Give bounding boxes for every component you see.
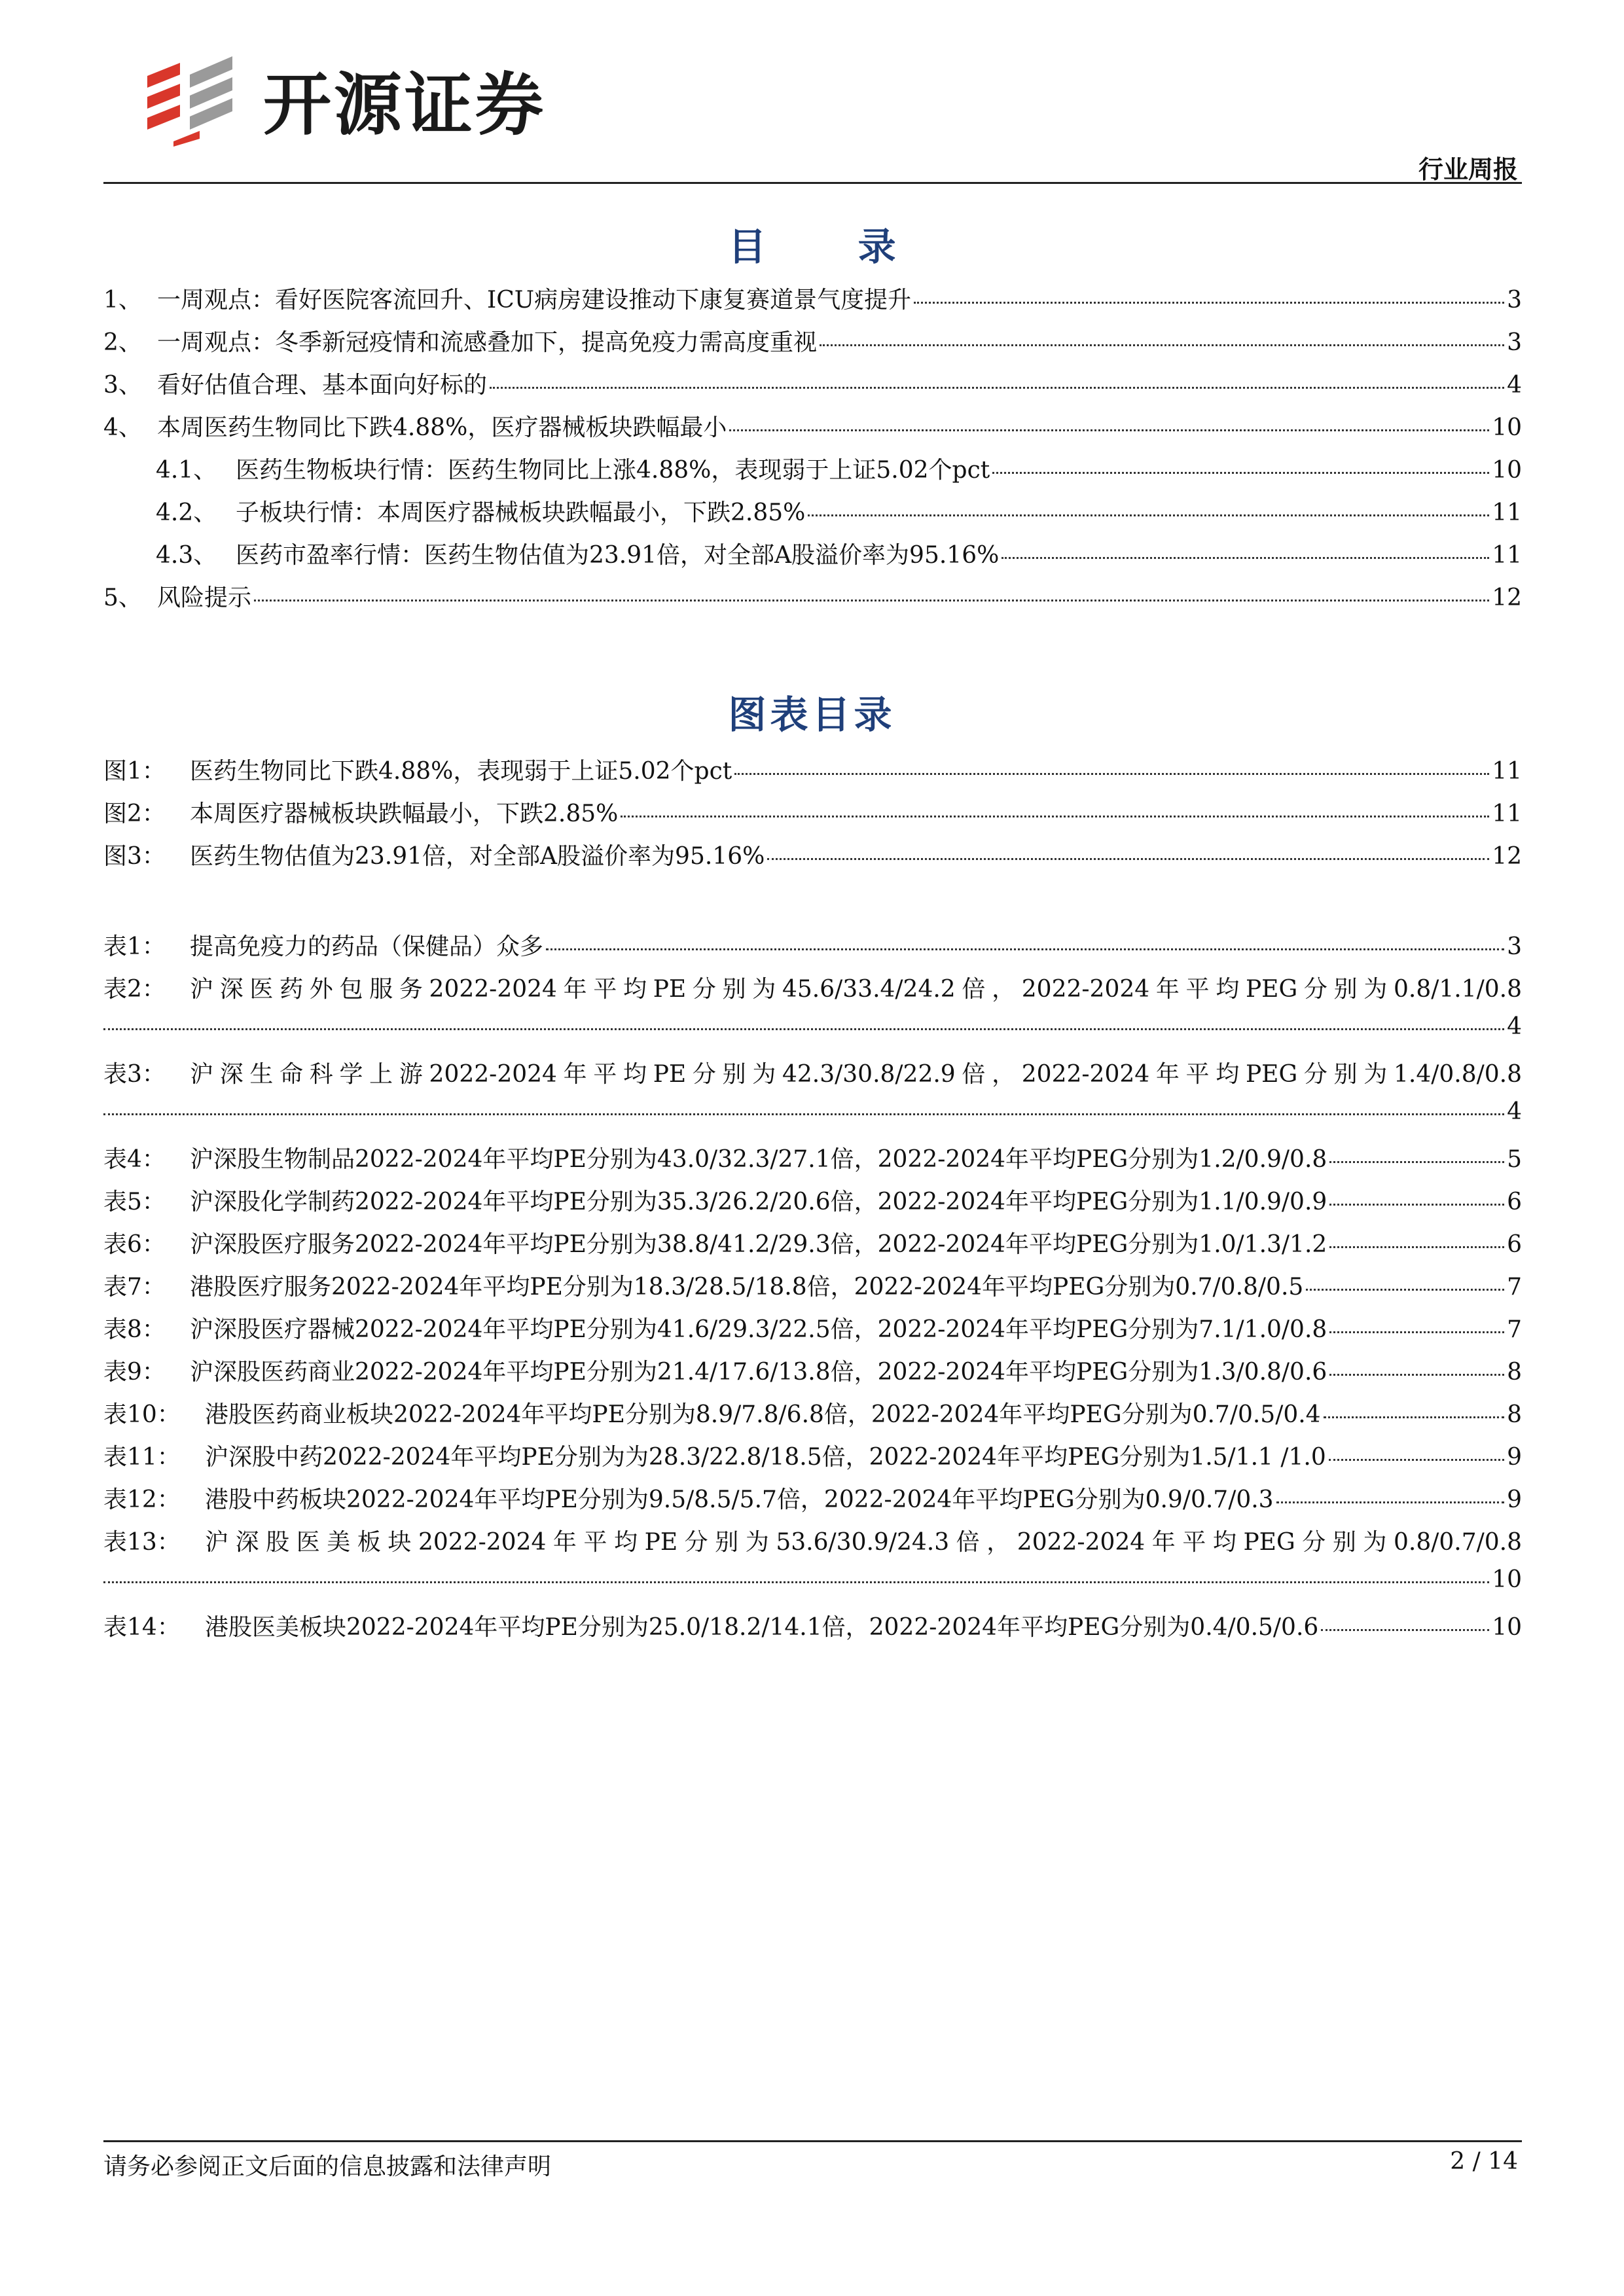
leader-dots	[1276, 1501, 1505, 1503]
figure-item-1[interactable]	[103, 753, 1522, 795]
table-item-text: 沪深股医美板块2022-2024年平均PE分别为53.6/30.9/24.3倍，2022-2024年平均PEG分别为0.8/0.7/0.8	[205, 1529, 1522, 1556]
table-item-number: 表5：	[103, 1189, 166, 1215]
table-item-6[interactable]	[103, 1226, 1522, 1268]
table-item-number: 表3：	[103, 1061, 166, 1088]
leader-dots	[729, 429, 1489, 431]
toc-item-number: 4.3、	[156, 542, 217, 569]
table-item-text: 沪深股化学制药2022-2024年平均PE分别为35.3/26.2/20.6倍，2022-2024年平均PEG分别为1.1/0.9/0.9	[190, 1189, 1327, 1215]
figure-item-text: 医药生物同比下跌4.88%，表现弱于上证5.02个pct	[190, 758, 732, 785]
table-item-text: 港股医美板块2022-2024年平均PE分别为25.0/18.2/14.1倍，2022-2024年平均PEG分别为0.4/0.5/0.6	[205, 1614, 1319, 1641]
leader-dots	[1001, 556, 1489, 559]
toc-item-number: 1、	[103, 287, 142, 314]
toc-item-2[interactable]	[103, 324, 1522, 367]
toc-item-page: 3	[1507, 287, 1522, 314]
table-item-number: 表4：	[103, 1146, 166, 1173]
toc-item-page: 3	[1507, 329, 1522, 356]
table-item-text: 沪深股医疗器械2022-2024年平均PE分别为41.6/29.3/22.5倍，2022-2024年平均PEG分别为7.1/1.0/0.8	[190, 1316, 1327, 1343]
toc-item-text: 看好估值合理、基本面向好标的	[157, 372, 488, 399]
table-item-text: 提高免疫力的药品（保健品）众多	[190, 933, 544, 960]
table-item-1[interactable]	[103, 928, 1522, 971]
table-item-number: 表7：	[103, 1274, 166, 1300]
table-item-text: 沪深医药外包服务2022-2024年平均PE分别为45.6/33.4/24.2倍，2022-2024年平均PEG分别为0.8/1.1/0.8	[190, 976, 1522, 1003]
table-item-page: 9	[1507, 1444, 1522, 1471]
toc-item-text: 医药市盈率行情：医药生物估值为23.91倍，对全部A股溢价率为95.16%	[236, 542, 1000, 569]
table-item-12[interactable]	[103, 1481, 1522, 1524]
toc-item-page: 10	[1492, 414, 1522, 441]
table-item-8[interactable]	[103, 1311, 1522, 1354]
leader-dots	[767, 857, 1489, 860]
figure-list	[103, 753, 1522, 880]
figure-item-page: 12	[1492, 843, 1522, 870]
table-item-page: 5	[1507, 1146, 1522, 1173]
toc-item-page: 12	[1492, 584, 1522, 611]
table-item-text: 沪深股生物制品2022-2024年平均PE分别为43.0/32.3/27.1倍，2022-2024年平均PEG分别为1.2/0.9/0.8	[190, 1146, 1327, 1173]
toc-item-number: 2、	[103, 329, 142, 356]
table-item-number: 表14：	[103, 1614, 181, 1641]
table-item-page: 7	[1507, 1316, 1522, 1343]
leader-dots	[103, 1581, 1489, 1583]
table-item-page: 9	[1507, 1486, 1522, 1513]
footer-disclaimer: 请务必参阅正文后面的信息披露和法律声明	[103, 2153, 552, 2180]
leader-dots	[1329, 1458, 1504, 1461]
table-item-7[interactable]	[103, 1268, 1522, 1311]
brand-name: 开源证券	[263, 65, 547, 145]
table-item-3[interactable]	[103, 1056, 1522, 1141]
leader-dots	[820, 344, 1504, 346]
figure-item-page: 11	[1492, 758, 1522, 785]
table-item-page: 8	[1507, 1401, 1522, 1428]
table-item-10[interactable]	[103, 1396, 1522, 1439]
figure-item-3[interactable]	[103, 838, 1522, 880]
toc-item-page: 10	[1492, 457, 1522, 484]
figure-item-number: 图3：	[103, 843, 166, 870]
toc-item-5[interactable]	[103, 579, 1522, 622]
leader-dots	[1329, 1246, 1504, 1248]
figure-item-text: 医药生物估值为23.91倍，对全部A股溢价率为95.16%	[190, 843, 765, 870]
leader-dots	[490, 386, 1504, 389]
brand-logo	[134, 50, 546, 148]
table-item-page: 4	[1507, 1098, 1522, 1125]
table-item-text: 沪深股医疗服务2022-2024年平均PE分别为38.8/41.2/29.3倍，2022-2024年平均PEG分别为1.0/1.3/1.2	[190, 1231, 1327, 1258]
table-item-number: 表8：	[103, 1316, 166, 1343]
table-item-page: 10	[1492, 1566, 1522, 1593]
table-item-page: 7	[1507, 1274, 1522, 1300]
toc-item-text: 子板块行情：本周医疗器械板块跌幅最小，下跌2.85%	[236, 499, 806, 526]
toc-item-page: 11	[1492, 542, 1522, 569]
table-item-9[interactable]	[103, 1354, 1522, 1396]
table-item-11[interactable]	[103, 1439, 1522, 1481]
toc-item-number: 4.1、	[156, 457, 217, 484]
leader-dots	[1321, 1628, 1489, 1631]
leader-dots	[1329, 1373, 1504, 1376]
toc-item-text: 风险提示	[157, 584, 252, 611]
toc-item-1[interactable]	[103, 281, 1522, 324]
brand-mark-icon	[134, 50, 249, 148]
toc-item-text: 一周观点：冬季新冠疫情和流感叠加下，提高免疫力需高度重视	[157, 329, 818, 356]
toc-item-page: 4	[1507, 372, 1522, 399]
toc-item-4-3[interactable]	[103, 537, 1522, 579]
table-item-page: 3	[1507, 933, 1522, 960]
toc-item-4-2[interactable]	[103, 494, 1522, 537]
toc-item-page: 11	[1492, 499, 1522, 526]
figure-item-page: 11	[1492, 800, 1522, 827]
table-item-page: 8	[1507, 1359, 1522, 1386]
page-indicator: 2 / 14	[1450, 2148, 1518, 2175]
toc-item-number: 3、	[103, 372, 142, 399]
leader-dots	[103, 1113, 1504, 1115]
figure-item-text: 本周医疗器械板块跌幅最小，下跌2.85%	[190, 800, 619, 827]
leader-dots	[1324, 1416, 1505, 1418]
table-item-text: 港股中药板块2022-2024年平均PE分别为9.5/8.5/5.7倍，2022-2024年平均PEG分别为0.9/0.7/0.3	[205, 1486, 1274, 1513]
table-item-text: 沪深生命科学上游2022-2024年平均PE分别为42.3/30.8/22.9倍，2022-2024年平均PEG分别为1.4/0.8/0.8	[190, 1061, 1522, 1088]
table-item-13[interactable]	[103, 1524, 1522, 1609]
table-item-number: 表6：	[103, 1231, 166, 1258]
toc-item-3[interactable]	[103, 367, 1522, 409]
leader-dots	[1329, 1160, 1504, 1163]
figures-title: 图表目录	[728, 692, 896, 737]
toc-list	[103, 281, 1522, 622]
table-item-number: 表2：	[103, 976, 166, 1003]
leader-dots	[254, 599, 1489, 601]
figure-item-2[interactable]	[103, 795, 1522, 838]
table-item-page: 6	[1507, 1231, 1522, 1258]
table-item-4[interactable]	[103, 1141, 1522, 1183]
leader-dots	[103, 1028, 1504, 1030]
leader-dots	[621, 815, 1489, 817]
report-type-label: 行业周报	[1418, 155, 1518, 184]
table-item-2[interactable]	[103, 971, 1522, 1056]
toc-item-text: 本周医药生物同比下跌4.88%，医疗器械板块跌幅最小	[157, 414, 727, 441]
table-item-text: 沪深股中药2022-2024年平均PE分别为为28.3/22.8/18.5倍，2022-2024年平均PEG分别为1.5/1.1 /1.0	[205, 1444, 1326, 1471]
leader-dots	[546, 948, 1504, 950]
toc-item-text: 医药生物板块行情：医药生物同比上涨4.88%，表现弱于上证5.02个pct	[236, 457, 990, 484]
table-item-number: 表12：	[103, 1486, 181, 1513]
table-item-page: 10	[1492, 1614, 1522, 1641]
table-item-page: 6	[1507, 1189, 1522, 1215]
footer-divider	[103, 2140, 1522, 2142]
figure-item-number: 图1：	[103, 758, 166, 785]
toc-item-4[interactable]	[103, 409, 1522, 452]
toc-item-number: 4.2、	[156, 499, 217, 526]
leader-dots	[914, 301, 1504, 304]
leader-dots	[1329, 1203, 1504, 1206]
leader-dots	[808, 514, 1489, 516]
table-item-text: 沪深股医药商业2022-2024年平均PE分别为21.4/17.6/13.8倍，2022-2024年平均PEG分别为1.3/0.8/0.6	[190, 1359, 1327, 1386]
toc-item-4-1[interactable]	[103, 452, 1522, 494]
toc-item-number: 4、	[103, 414, 142, 441]
table-item-number: 表1：	[103, 933, 166, 960]
table-item-text: 港股医疗服务2022-2024年平均PE分别为18.3/28.5/18.8倍，2022-2024年平均PEG分别为0.7/0.8/0.5	[190, 1274, 1304, 1300]
table-item-number: 表10：	[103, 1401, 181, 1428]
header-divider	[103, 182, 1522, 184]
leader-dots	[734, 772, 1489, 775]
leader-dots	[992, 471, 1489, 474]
leader-dots	[1306, 1288, 1504, 1291]
table-item-14[interactable]	[103, 1609, 1522, 1651]
table-list	[103, 928, 1522, 1651]
table-item-page: 4	[1507, 1013, 1522, 1040]
leader-dots	[1329, 1331, 1504, 1333]
figure-item-number: 图2：	[103, 800, 166, 827]
table-item-number: 表9：	[103, 1359, 166, 1386]
table-item-number: 表13：	[103, 1529, 181, 1556]
toc-item-number: 5、	[103, 584, 142, 611]
toc-item-text: 一周观点：看好医院客流回升、ICU病房建设推动下康复赛道景气度提升	[157, 287, 912, 314]
toc-title: 目 录	[728, 224, 935, 269]
table-item-number: 表11：	[103, 1444, 181, 1471]
table-item-5[interactable]	[103, 1183, 1522, 1226]
table-item-text: 港股医药商业板块2022-2024年平均PE分别为8.9/7.8/6.8倍，2022-2024年平均PEG分别为0.7/0.5/0.4	[205, 1401, 1321, 1428]
